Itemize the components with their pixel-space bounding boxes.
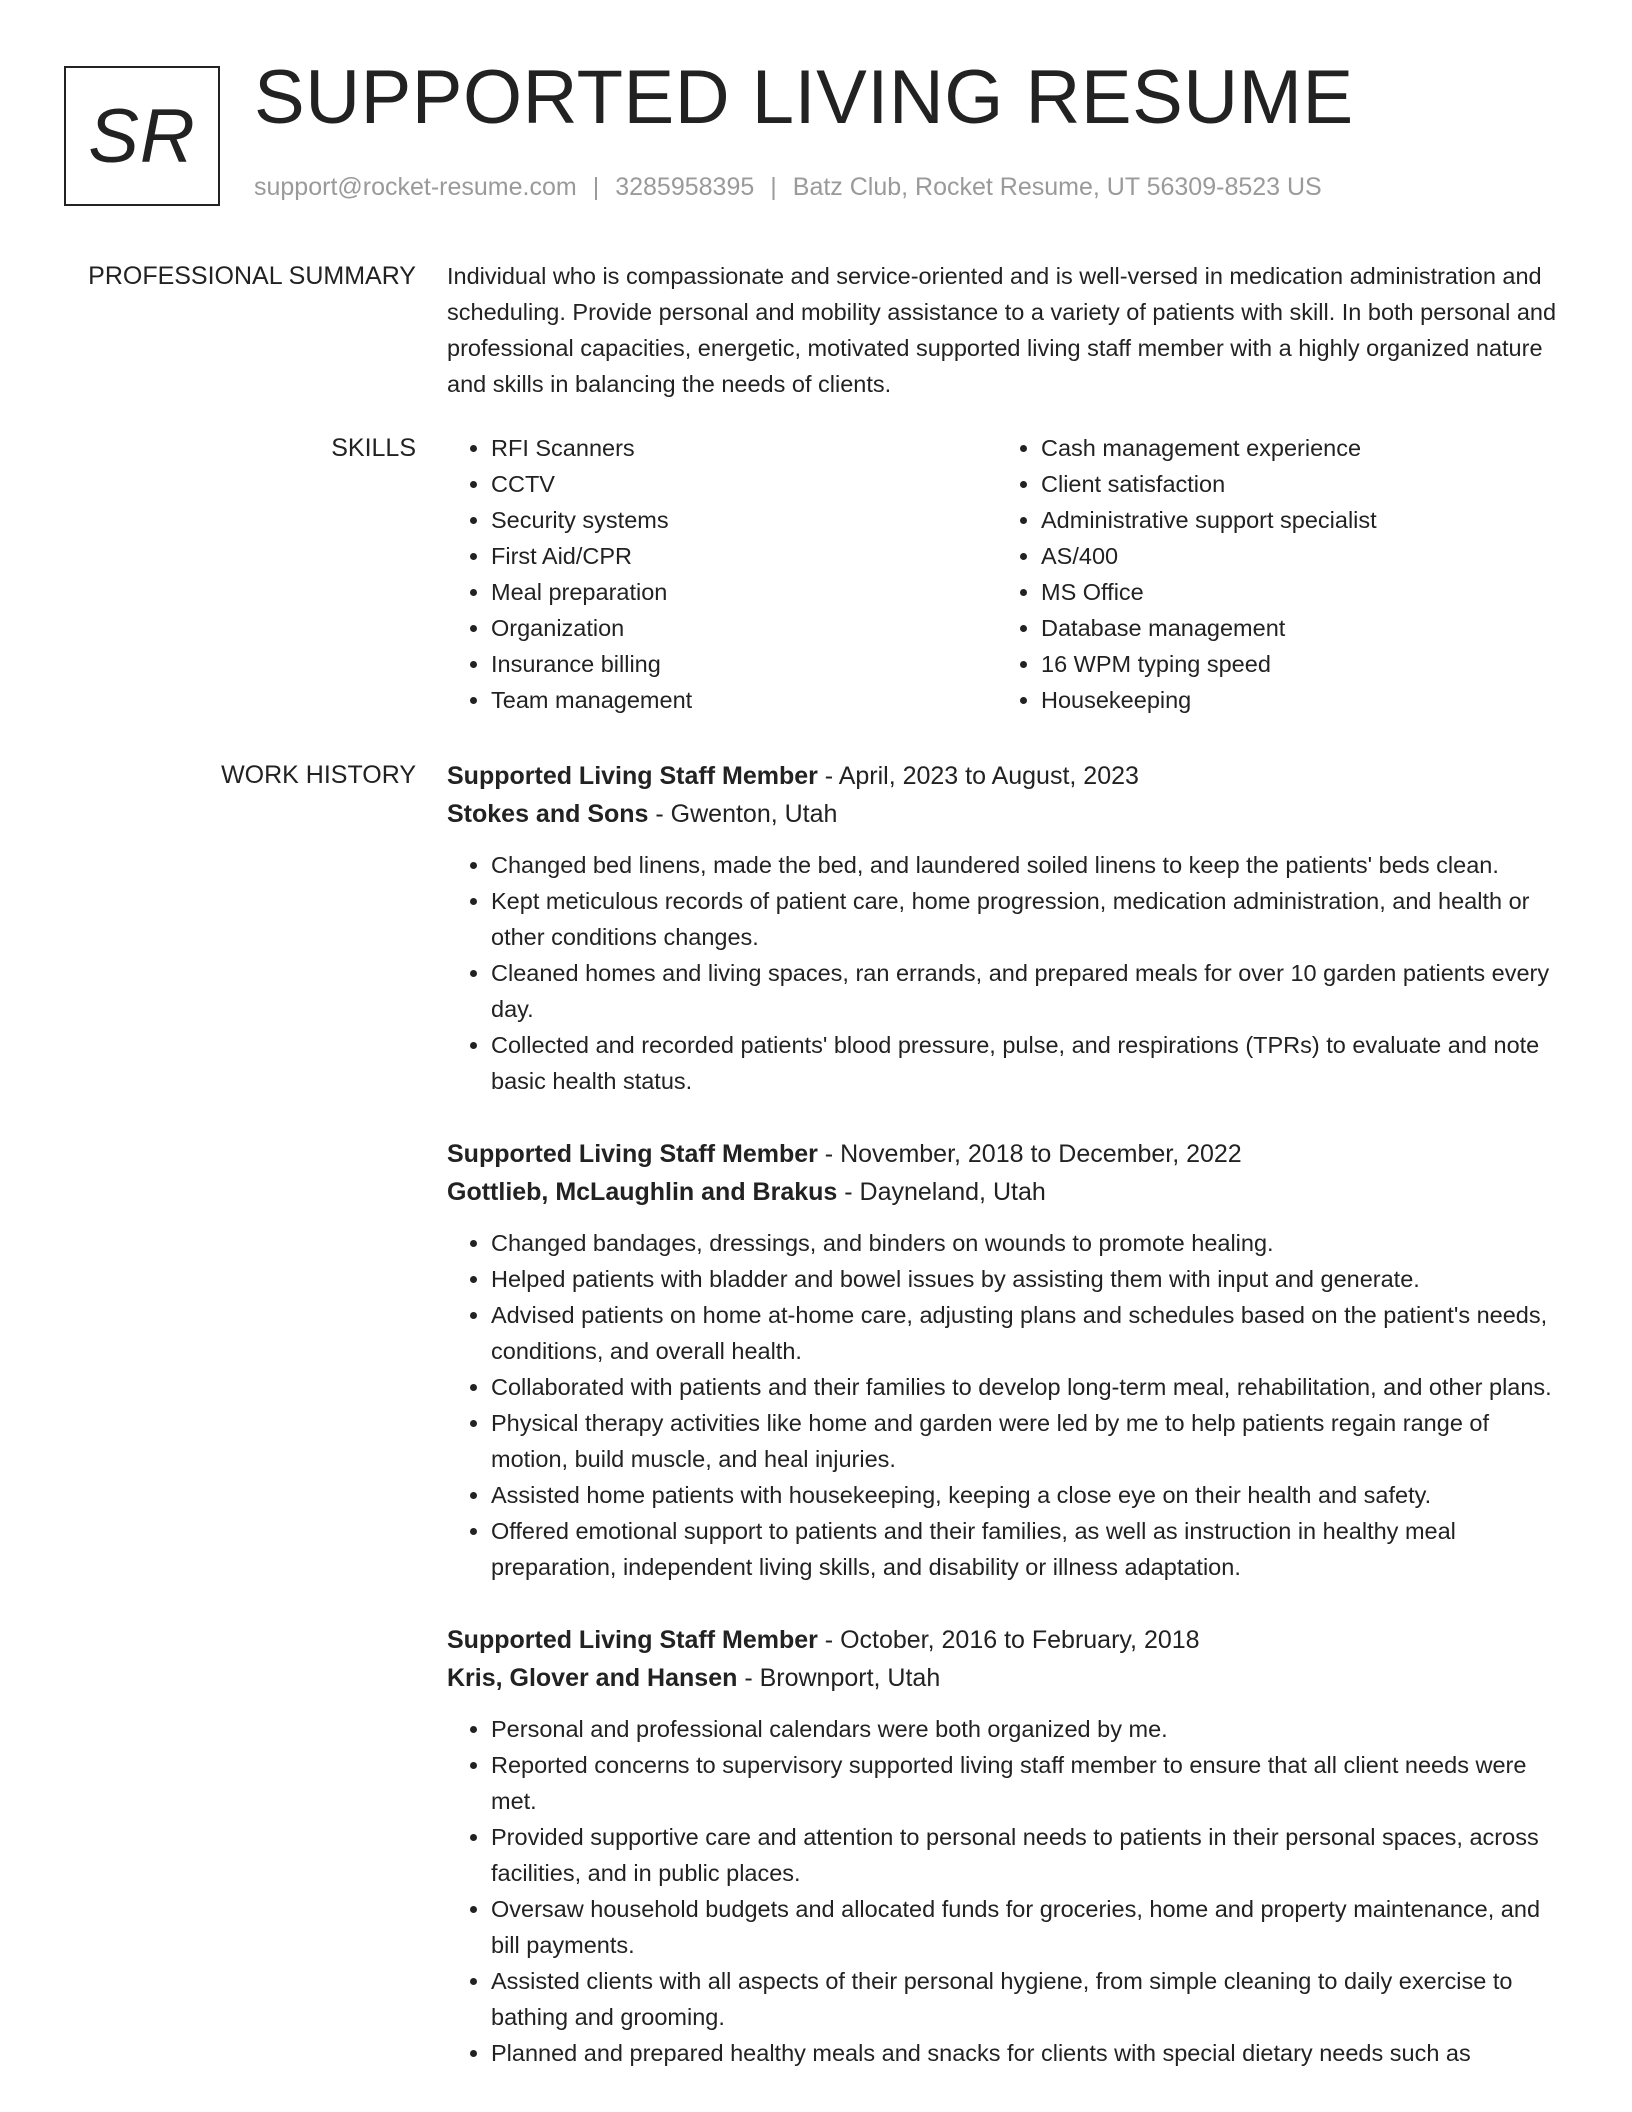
job-company: Kris, Glover and Hansen <box>447 1664 738 1692</box>
skill-item: • Database management <box>1041 610 1547 646</box>
job-location: - Gwenton, Utah <box>648 800 838 828</box>
skills-heading: SKILLS <box>331 434 416 462</box>
skill-item: • Cash management experience <box>1041 430 1547 466</box>
job-bullet: • Collected and recorded patients' blood pressure, pulse, and respirations (TPRs) to evaluate and note basic health status. <box>491 1027 1569 1099</box>
skill-item: • Administrative support specialist <box>1041 502 1547 538</box>
contact-line <box>254 173 1322 202</box>
job-bullet-list <box>447 847 1569 1099</box>
job-bullet: • Assisted clients with all aspects of their personal hygiene, from simple cleaning to daily exercise to bathing and grooming. <box>491 1963 1569 2035</box>
job-bullet: • Kept meticulous records of patient care, home progression, medication administration, and health or other conditions changes. <box>491 883 1569 955</box>
skill-item: • Security systems <box>491 502 997 538</box>
skill-item: • CCTV <box>491 466 997 502</box>
job-company-line <box>447 1173 1569 1211</box>
work-history-body <box>447 757 1569 2107</box>
skill-item: • Housekeeping <box>1041 682 1547 718</box>
job-location: - Brownport, Utah <box>737 1664 941 1692</box>
skills-body <box>447 430 1569 718</box>
job-dates: - October, 2016 to February, 2018 <box>817 1626 1200 1654</box>
job-location: - Dayneland, Utah <box>837 1178 1046 1206</box>
work-history-heading: WORK HISTORY <box>221 761 416 789</box>
summary-body <box>447 258 1569 402</box>
job-dates: - April, 2023 to August, 2023 <box>817 762 1139 790</box>
job-bullet: • Planned and prepared healthy meals and snacks for clients with special dietary needs such as <box>491 2035 1569 2071</box>
skill-item: • RFI Scanners <box>491 430 997 466</box>
skills-column-right <box>997 430 1547 718</box>
job-bullet: • Changed bed linens, made the bed, and laundered soiled linens to keep the patients' beds clean. <box>491 847 1569 883</box>
job-entry <box>447 757 1569 1099</box>
skill-item: • 16 WPM typing speed <box>1041 646 1547 682</box>
job-company: Gottlieb, McLaughlin and Brakus <box>447 1178 838 1206</box>
skills-list-left <box>447 430 997 718</box>
job-bullet: • Changed bandages, dressings, and binders on wounds to promote healing. <box>491 1225 1569 1261</box>
job-bullet: • Assisted home patients with housekeeping, keeping a close eye on their health and safety. <box>491 1477 1569 1513</box>
job-company-line <box>447 1659 1569 1697</box>
job-title-line <box>447 1621 1569 1659</box>
contact-separator: | <box>770 173 777 201</box>
job-bullet: • Reported concerns to supervisory supported living staff member to ensure that all client needs were met. <box>491 1747 1569 1819</box>
job-bullet: • Helped patients with bladder and bowel issues by assisting them with input and generate. <box>491 1261 1569 1297</box>
monogram-logo <box>64 66 220 206</box>
job-entry <box>447 1135 1569 1585</box>
job-title: Supported Living Staff Member <box>447 762 818 790</box>
job-dates: - November, 2018 to December, 2022 <box>817 1140 1242 1168</box>
job-bullet: • Provided supportive care and attention to personal needs to patients in their personal spaces, across facilities, and in public places. <box>491 1819 1569 1891</box>
skill-item: • Team management <box>491 682 997 718</box>
contact-email: support@rocket-resume.com <box>254 173 577 201</box>
skills-list-right <box>997 430 1547 718</box>
skill-item: • Insurance billing <box>491 646 997 682</box>
job-entry <box>447 1621 1569 2071</box>
job-bullet-list <box>447 1225 1569 1585</box>
job-company: Stokes and Sons <box>447 800 649 828</box>
skill-item: • First Aid/CPR <box>491 538 997 574</box>
skill-item: • AS/400 <box>1041 538 1547 574</box>
job-bullet: • Cleaned homes and living spaces, ran errands, and prepared meals for over 10 garden patients every day. <box>491 955 1569 1027</box>
skills-column-left <box>447 430 997 718</box>
skill-item: • Client satisfaction <box>1041 466 1547 502</box>
resume-title: SUPPORTED LIVING RESUME <box>254 55 1354 140</box>
job-title-line <box>447 757 1569 795</box>
job-bullet: • Physical therapy activities like home and garden were led by me to help patients regain range of motion, build muscle, and heal injuries. <box>491 1405 1569 1477</box>
job-bullet: • Offered emotional support to patients and their families, as well as instruction in healthy meal preparation, independent living skills, and disability or illness adaptation. <box>491 1513 1569 1585</box>
job-bullet: • Collaborated with patients and their families to develop long-term meal, rehabilitation, and other plans. <box>491 1369 1569 1405</box>
summary-text: Individual who is compassionate and service-oriented and is well-versed in medication administration and scheduling. Provide personal and mobility assistance to a variety of patients with skill. In both personal and professional capacities, energetic, motivated supported living staff member with a highly organized nature and skills in balancing the needs of clients. <box>447 263 1557 397</box>
job-bullet: • Oversaw household budgets and allocated funds for groceries, home and property maintenance, and bill payments. <box>491 1891 1569 1963</box>
skill-item: • Meal preparation <box>491 574 997 610</box>
job-bullet-list <box>447 1711 1569 2071</box>
job-title-line <box>447 1135 1569 1173</box>
contact-phone: 3285958395 <box>615 173 755 201</box>
skill-item: • MS Office <box>1041 574 1547 610</box>
contact-address: Batz Club, Rocket Resume, UT 56309-8523 US <box>792 173 1322 201</box>
skill-item: • Organization <box>491 610 997 646</box>
monogram-text: SR <box>88 93 196 179</box>
job-company-line <box>447 795 1569 833</box>
job-bullet: • Advised patients on home at-home care, adjusting plans and schedules based on the patient's needs, conditions, and overall health. <box>491 1297 1569 1369</box>
contact-separator: | <box>592 173 600 201</box>
job-bullet: • Personal and professional calendars were both organized by me. <box>491 1711 1569 1747</box>
job-title: Supported Living Staff Member <box>447 1140 818 1168</box>
summary-heading: PROFESSIONAL SUMMARY <box>88 262 416 290</box>
job-title: Supported Living Staff Member <box>447 1626 818 1654</box>
